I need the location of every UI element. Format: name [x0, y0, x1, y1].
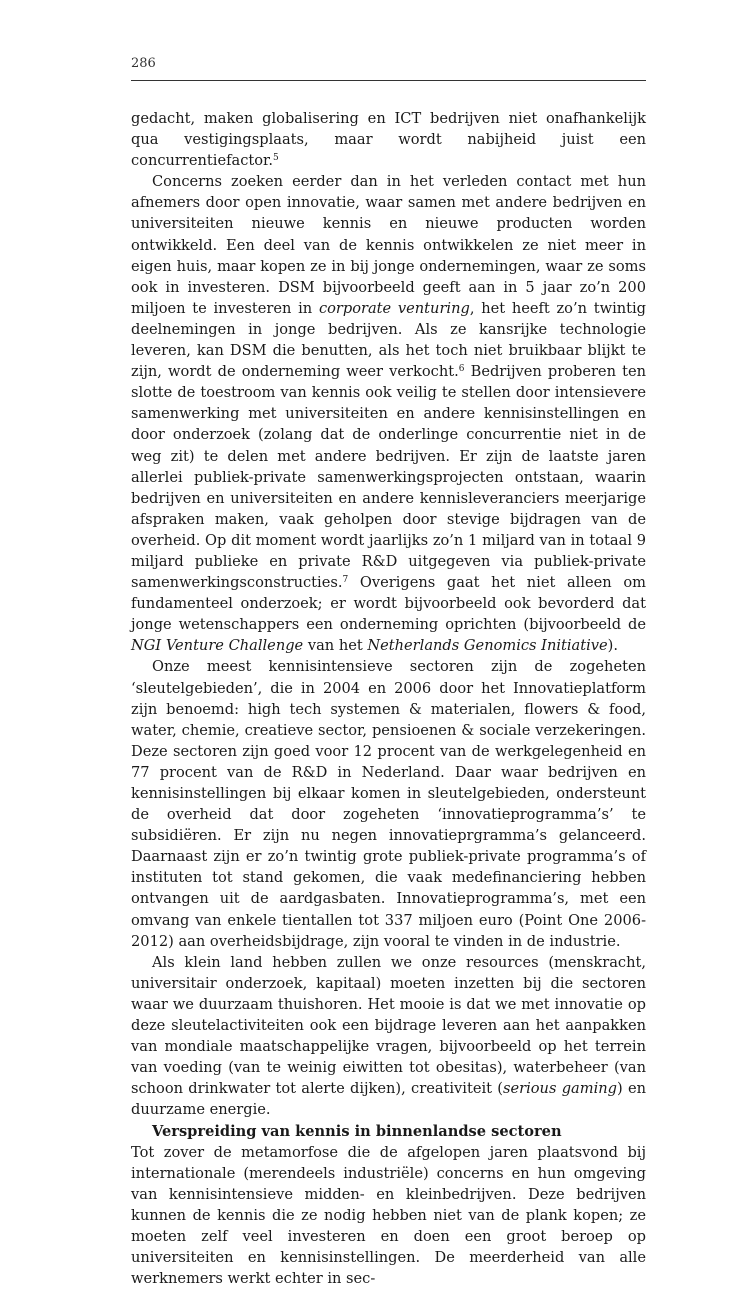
paragraph-text: , het heeft zo’n twintig deelnemingen in jonge bedrijven. Als ze kansrijke technologie leveren, kan DSM die benutten, als het toch niet bruikbaar blijkt te zijn, wordt de onderneming weer verkocht. — [131, 299, 647, 381]
italic-term: NGI Venture Challenge — [131, 637, 304, 655]
paragraph-4 — [131, 952, 646, 1121]
paragraph-text: Onze meest kennisintensieve sectoren zijn de zogeheten ‘sleutelgebieden’, die in 2004 en 2006 door het Innovatieplatform zijn benoemd: high tech systemen & materialen, flowers & food, water, chemie, creatieve sector, pensioenen & sociale verzekeringen. Deze sectoren zijn goed voor 12 procent van de werkgelegenheid en 77 procent van de R&D in Nederland. Daar waar bedrijven en kennisinstellingen bij elkaar komen in sleutelgebieden, ondersteunt de overheid dat door zogeheten ‘innovatieprogramma’s’ te subsidiëren. Er zijn nu negen innovatieprgramma’s gelanceerd. Daarnaast zijn er zo’n twintig grote publiek-private programma’s of instituten tot stand gekomen, die vaak medefinanciering hebben ontvangen uit de aardgasbaten. Innovatieprogramma’s, met een omvang van enkele tientallen tot 337 miljoen euro (Point One 2006-2012) aan overheidsbijdrage, zijn vooral te vinden in de industrie. — [131, 658, 646, 950]
paragraph-text: gedacht, maken globalisering en ICT bedrijven niet onafhankelijk qua vestigingsplaats, maar wordt nabijheid juist een concurrentiefactor. — [131, 110, 646, 170]
footnote-ref[interactable]: 7 — [342, 575, 349, 586]
footnote-ref[interactable]: 5 — [273, 153, 279, 164]
section-heading: Verspreiding van kennis in binnenlandse sectoren — [152, 1122, 562, 1140]
paragraph-text: Overigens gaat het niet alleen om fundamenteel onderzoek; er wordt bijvoorbeeld ook bevorderd dat jonge wetenschappers een onderneming oprichten (bijvoorbeeld de — [131, 574, 646, 634]
paragraph-text: Als klein land hebben zullen we onze resources (menskracht, universitair onderzoek, kapitaal) moeten inzetten bij die sectoren waar we duurzaam thuishoren. Het mooie is dat we met innovatie op deze sleutelactiviteiten ook een bijdrage leveren aan het aanpakken van mondiale maatschappelijke vragen, bijvoorbeeld op het terrein van voeding (van te weinig eiwitten tot obesitas), waterbeheer (van schoon drinkwater tot alerte dijken), creativiteit ( — [131, 953, 646, 1098]
footnote-ref[interactable]: 6 — [458, 364, 465, 375]
paragraph-text: ). — [607, 637, 619, 655]
paragraph-text: ) en duurzame energie. — [131, 1080, 647, 1119]
italic-term: corporate venturing — [318, 299, 470, 317]
italic-term: serious gaming — [502, 1080, 617, 1098]
body-text — [131, 108, 646, 1289]
paragraph-text: Bedrijven proberen ten slotte de toestroom van kennis ook veilig te stellen door intensievere samenwerking met universiteiten en andere kennisinstellingen en door onderzoek (zolang dat de onderlinge concurrentie niet in de weg zit) te delen met andere bedrijven. Er zijn de laatste jaren allerlei publiek-private samenwerkingsprojecten ontstaan, waarin bedrijven en universiteiten en andere kennisleveranciers meerjarige afspraken maken, vaak geholpen door stevige bijdragen van de overheid. Op dit moment wordt jaarlijks zo’n 1 miljard van in totaal 9 miljard publieke en private R&D uitgegeven via publiek-private samenwerkingsconstructies. — [131, 363, 646, 592]
page-number: 286 — [131, 56, 156, 71]
paragraph-3 — [131, 656, 646, 951]
paragraph-1 — [131, 108, 646, 171]
section-paragraph: Tot zover de metamorfose die de afgelopen jaren plaatsvond bij internationale (merendeels industriële) concerns en hun omgeving van kennisintensieve midden- en kleinbedrijven. Deze bedrijven kunnen de kennis die ze nodig hebben niet van de plank kopen; ze moeten zelf veel investeren en doen een groot beroep op universiteiten en kennisinstellingen. De meerderheid van alle werknemers werkt echter in sec- — [131, 1143, 646, 1288]
italic-term: Netherlands Genomics Initiative — [367, 637, 608, 655]
paragraph-text: van het — [303, 637, 368, 655]
paragraph-2 — [131, 171, 646, 656]
header-rule — [131, 80, 646, 81]
paragraph-text: Concerns zoeken eerder dan in het verleden contact met hun afnemers door open innovatie, waar samen met andere bedrijven en universiteiten nieuwe kennis en nieuwe producten worden ontwikkeld. Een deel van de kennis ontwikkelen ze niet meer in eigen huis, maar kopen ze in bij jonge ondernemingen, waar ze soms ook in investeren. DSM bijvoorbeeld geeft aan in 5 jaar zo’n 200 miljoen te investeren in — [131, 173, 646, 317]
